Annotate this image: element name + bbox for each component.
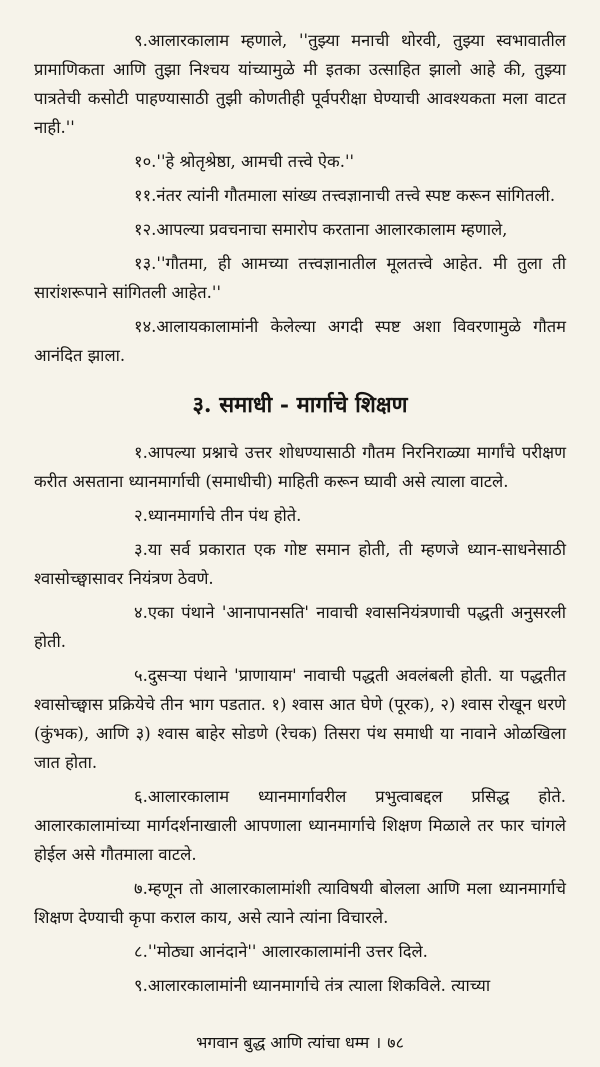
paragraph-number: ११. [134, 186, 157, 205]
paragraph-number: ७. [134, 879, 148, 898]
paragraph-text: ''गौतमा, ही आमच्या तत्त्वज्ञानातील मूलतत्त्वे आहेत. मी तुला ती सारांशरूपाने सांगितली आहेत.'' [34, 254, 566, 302]
paragraph-number: २. [134, 506, 148, 525]
paragraph-number: ८. [134, 942, 148, 961]
paragraph-number: १४. [134, 317, 157, 336]
paragraph [34, 598, 566, 656]
paragraph-text: आपल्या प्रवचनाचा समारोप करताना आलारकालाम म्हणाले, [156, 220, 508, 239]
paragraph [34, 181, 566, 210]
paragraph [34, 535, 566, 593]
paragraph-number: ३. [134, 540, 148, 559]
paragraph-number: ६. [134, 787, 148, 806]
paragraph [34, 438, 566, 496]
paragraph-number: १२. [134, 220, 157, 239]
paragraph [34, 661, 566, 777]
paragraph [34, 147, 566, 176]
paragraph-text: या सर्व प्रकारात एक गोष्ट समान होती, ती म्हणजे ध्यान-साधनेसाठी श्वासोच्छ्वासावर नियंत्रण ठेवणे. [34, 540, 566, 588]
top-paragraphs [34, 26, 566, 370]
section-title: ३. समाधी - मार्गाचे शिक्षण [192, 392, 408, 418]
paragraph-text: आलारकालाम ध्यानमार्गावरील प्रभुत्वाबद्दल प्रसिद्ध होते. आलारकालामांच्या मार्गदर्शनाखाली आपणाला ध्यानमार्गाचे शिक्षण मिळाले तर फार चांगले होईल असे गौतमाला वाटले. [34, 787, 566, 864]
paragraph-number: ५. [134, 666, 148, 685]
paragraph [34, 937, 566, 966]
paragraph-number: ९. [134, 976, 148, 995]
paragraph-number: १३. [134, 254, 157, 273]
footer-book-title: भगवान बुद्ध आणि त्यांचा धम्म [196, 1033, 370, 1052]
page-footer [0, 1031, 600, 1055]
paragraph-text: आलायकालामांनी केलेल्या अगदी स्पष्ट अशा विवरणामुळे गौतम आनंदित झाला. [34, 317, 566, 365]
section-paragraphs [34, 438, 566, 1000]
paragraph [34, 249, 566, 307]
paragraph-text: ध्यानमार्गाचे तीन पंथ होते. [147, 506, 302, 525]
paragraph [34, 215, 566, 244]
paragraph-text: ''मोठ्या आनंदाने'' आलारकालामांनी उत्तर दिले. [147, 942, 428, 961]
paragraph-text: दुसऱ्या पंथाने 'प्राणायाम' नावाची पद्धती अवलंबली होती. या पद्धतीत श्वासोच्छ्वास प्रक्रियेचे तीन भाग पडतात. १) श्वास आत घेणे (पूरक), २) श्वास रोखून धरणे (कुंभक), आणि ३) श्वास बाहेर सोडणे (रेचक) तिसरा पंथ समाधी या नावाने ओळखिला जात होता. [34, 666, 566, 772]
paragraph-text: एका पंथाने 'आनापानसति' नावाची श्वासनियंत्रणाची पद्धती अनुसरली होती. [34, 603, 566, 651]
paragraph-text: आपल्या प्रश्नाचे उत्तर शोधण्यासाठी गौतम निरनिराळ्या मार्गांचे परीक्षण करीत असताना ध्यानमार्गाची (समाधीची) माहिती करून घ्यावी असे त्याला वाटले. [34, 443, 566, 491]
paragraph-number: १. [134, 443, 148, 462]
paragraph [34, 971, 566, 1000]
footer-separator: । [375, 1033, 382, 1052]
paragraph-text: ''हे श्रोतृश्रेष्ठा, आमची तत्त्वे ऐक.'' [156, 152, 355, 171]
paragraph [34, 782, 566, 869]
paragraph [34, 501, 566, 530]
paragraph-text: म्हणून तो आलारकालामांशी त्याविषयी बोलला आणि मला ध्यानमार्गाचे शिक्षण देण्याची कृपा कराल काय, असे त्याने त्यांना विचारले. [34, 879, 566, 927]
paragraph [34, 312, 566, 370]
paragraph-text: आलारकालामांनी ध्यानमार्गाचे तंत्र त्याला शिकविले. त्याच्या [147, 976, 491, 995]
page-number: ७८ [387, 1033, 404, 1052]
paragraph-text: नंतर त्यांनी गौतमाला सांख्य तत्त्वज्ञानाची तत्त्वे स्पष्ट करून सांगितली. [156, 186, 556, 205]
paragraph-number: ९. [134, 31, 148, 50]
paragraph-text: आलारकालाम म्हणाले, ''तुझ्या मनाची थोरवी, तुझ्या स्वभावातील प्रामाणिकता आणि तुझा निश्चय यांच्यामुळे मी इतका उत्साहित झालो आहे की, तुझ्या पात्रतेची कसोटी पाहण्यासाठी तुझी कोणतीही पूर्वपरीक्षा घेण्याची आवश्यकता मला वाटत नाही.'' [34, 31, 566, 137]
paragraph-number: ४. [134, 603, 148, 622]
paragraph [34, 874, 566, 932]
paragraph [34, 26, 566, 142]
paragraph-number: १०. [134, 152, 157, 171]
